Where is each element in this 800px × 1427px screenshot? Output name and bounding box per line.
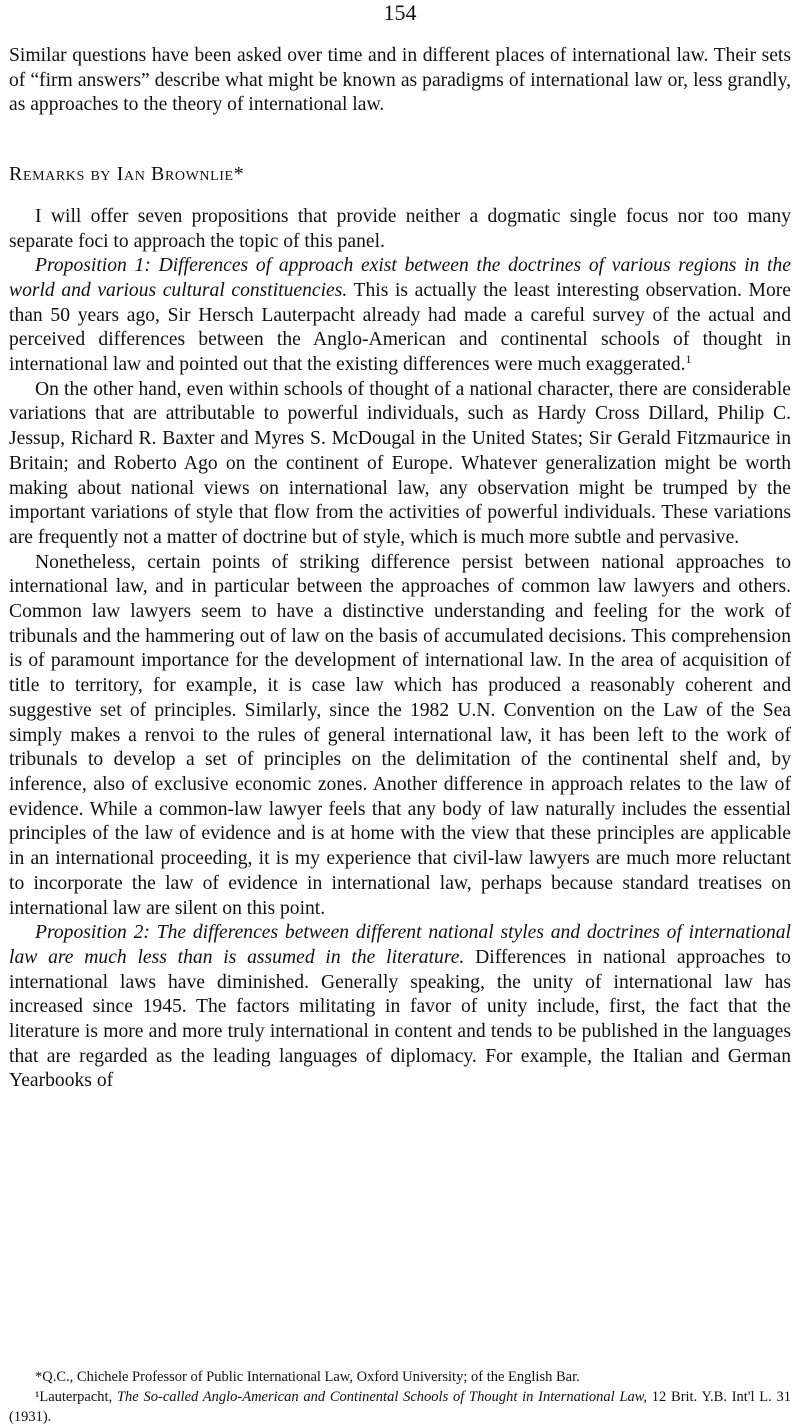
footnote-ref-1: 1	[685, 352, 692, 367]
footnote-author: *Q.C., Chichele Professor of Public International Law, Oxford University; of the English Bar.	[35, 1369, 580, 1385]
article-body	[9, 44, 791, 1094]
proposition-2-paragraph	[9, 921, 791, 1094]
section-heading: Remarks by Ian Brownlie*	[9, 163, 245, 186]
proposition-1-text: This is actually the least interesting observation. More than 50 years ago, Sir Hersch Lauterpacht already had made a careful survey of the actual and perceived differences between the Anglo-American and continental schools of thought in international law and pointed out that the existing differences were much exaggerated.	[9, 279, 791, 376]
proposition-1-title: Proposition 1: Differences of approach exist between the doctrines of various regions in the world and various cultural constituencies.	[9, 255, 791, 301]
proposition-2-text: Differences in national approaches to international laws have diminished. Generally speaking, the unity of international law has increased since 1945. The factors militating in favor of unity include, first, the fact that the literature is more and more truly international in content and tends to be published in the languages that are regarded as the leading languages of diplomacy. For example, the Italian and German Yearbooks of	[9, 946, 791, 1092]
page-number: 154	[383, 0, 417, 25]
footnote-1-title: The So-called Anglo-American and Continental Schools of Thought in International Law,	[116, 1389, 647, 1405]
footnote-1	[9, 1387, 791, 1427]
opening-paragraph: I will offer seven propositions that provide neither a dogmatic single focus nor too many separate foci to approach the topic of this panel.	[9, 205, 791, 252]
individuals-paragraph: On the other hand, even within schools of thought of a national character, there are considerable variations that are attributable to powerful individuals, such as Hardy Cross Dillard, Philip C. Jessup, Richard R. Baxter and Myres S. McDougal in the United States; Sir Gerald Fitzmaurice in Britain; and Roberto Ago on the continent of Europe. Whatever generalization might be worth making about national views on international law, any observation might be trumped by the important variations of style that flow from the activities of powerful individuals. These variations are frequently not a matter of doctrine but of style, which is much more subtle and pervasive.	[9, 378, 791, 548]
proposition-1-paragraph	[9, 254, 791, 378]
footnotes	[9, 1367, 791, 1427]
common-law-paragraph: Nonetheless, certain points of striking difference persist between national approaches to international law, and in particular between the approaches of common law lawyers and others. Common law lawyers seem to have a distinctive understanding and feeling for the work of tribunals and the hammering out of law on the basis of accumulated decisions. This comprehension is of paramount importance for the development of international law. In the area of acquisition of title to territory, for example, it is case law which has produced a reasonably coherent and suggestive set of principles. Similarly, since the 1982 U.N. Convention on the Law of the Sea simply makes a renvoi to the rules of general international law, it has been left to the work of tribunals to develop a set of principles on the delimitation of the continental shelf and, by inference, also of exclusive economic zones. Another difference in approach relates to the law of evidence. While a common-law lawyer feels that any body of law naturally includes the essential principles of the law of evidence and is at home with the view that these principles are applicable in an international proceeding, it is my experience that civil-law lawyers are much more reluctant to incorporate the law of evidence in international law, perhaps because standard treatises on international law are silent on this point.	[9, 551, 791, 919]
intro-paragraph: Similar questions have been asked over time and in different places of international law. Their sets of “firm answers” describe what might be known as paradigms of international law or, less grandly, as approaches to the theory of international law.	[9, 45, 791, 116]
footnote-1-citation: 12 Brit. Y.B. Int'l L. 31 (1931).	[9, 1389, 791, 1425]
footnote-1-prefix: ¹Lauterpacht,	[35, 1389, 117, 1405]
proposition-2-title: Proposition 2: The differences between different national styles and doctrines of international law are much less than is assumed in the literature.	[9, 922, 791, 968]
